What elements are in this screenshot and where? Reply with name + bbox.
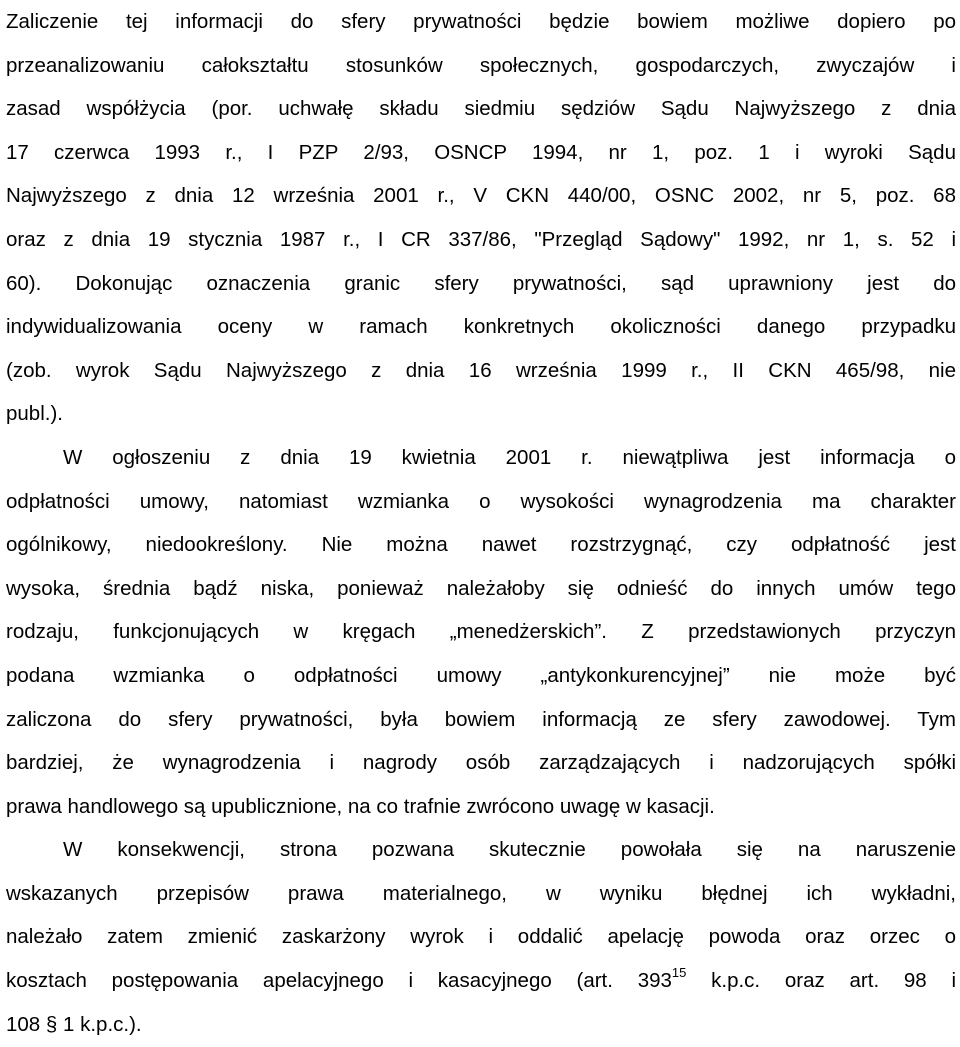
- text-line-content: 108 § 1 k.p.c.).: [6, 1012, 142, 1036]
- text-line: [6, 305, 956, 349]
- text-line-content: 60). Dokonując oznaczenia granic sfery prywatności, sąd uprawniony jest do: [6, 271, 956, 295]
- document-page: [6, 0, 956, 1046]
- text-line: [6, 872, 956, 916]
- text-line: [6, 785, 956, 829]
- text-line: [6, 44, 956, 88]
- text-line-content: (zob. wyrok Sądu Najwyższego z dnia 16 września 1999 r., II CKN 465/98, nie: [6, 358, 956, 382]
- text-line-content: Najwyższego z dnia 12 września 2001 r., V CKN 440/00, OSNC 2002, nr 5, poz. 68: [6, 184, 956, 208]
- text-line: [6, 174, 956, 218]
- text-line: [6, 480, 956, 524]
- text-line: [6, 87, 956, 131]
- paragraph-first-line: [6, 436, 956, 480]
- text-line: [6, 610, 956, 654]
- text-line: [6, 1003, 956, 1047]
- text-line-content: prawa handlowego są upublicznione, na co trafnie zwrócono uwagę w kasacji.: [6, 794, 715, 818]
- text-line: [6, 567, 956, 611]
- text-line: [6, 392, 956, 436]
- text-line-content: Zaliczenie tej informacji do sfery prywatności będzie bowiem możliwe dopiero po: [6, 10, 956, 33]
- text-line-content: k.p.c. oraz art. 98 i: [686, 969, 956, 993]
- text-line-content: wysoka, średnia bądź niska, ponieważ należałoby się odnieść do innych umów tego: [6, 576, 956, 600]
- paragraph-first-line: [6, 828, 956, 872]
- text-line: [6, 698, 956, 742]
- text-line-content: zasad współżycia (por. uchwałę składu siedmiu sędziów Sądu Najwyższego z dnia: [6, 97, 956, 121]
- text-line-content: przeanalizowaniu całokształtu stosunków społecznych, gospodarczych, zwyczajów i: [6, 53, 956, 77]
- text-line: [6, 349, 956, 393]
- text-line: [6, 741, 956, 785]
- text-line-content: oraz z dnia 19 stycznia 1987 r., I CR 337/86, "Przegląd Sądowy" 1992, nr 1, s. 52 i: [6, 227, 956, 251]
- text-line-content: wskazanych przepisów prawa materialnego, w wyniku błędnej ich wykładni,: [6, 881, 956, 905]
- text-line: [6, 654, 956, 698]
- text-line-content: indywidualizowania oceny w ramach konkretnych okoliczności danego przypadku: [6, 315, 956, 339]
- text-line-content: bardziej, że wynagrodzenia i nagrody osób zarządzających i nadzorujących spółki: [6, 751, 956, 775]
- text-line-content: odpłatności umowy, natomiast wzmianka o wysokości wynagrodzenia ma charakter: [6, 489, 956, 513]
- text-line: [6, 218, 956, 262]
- text-line: [6, 262, 956, 306]
- text-line: [6, 915, 956, 959]
- text-line-content: ogólnikowy, niedookreślony. Nie można nawet rozstrzygnąć, czy odpłatność jest: [6, 533, 956, 557]
- text-line: [6, 131, 956, 175]
- text-line-content: W konsekwencji, strona pozwana skutecznie powołała się na naruszenie: [63, 838, 956, 862]
- text-line-content: podana wzmianka o odpłatności umowy „antykonkurencyjnej” nie może być: [6, 663, 956, 687]
- text-line: [6, 0, 956, 44]
- article-superscript: 15: [671, 965, 687, 981]
- text-line-content: publ.).: [6, 402, 63, 426]
- text-line-content: 17 czerwca 1993 r., I PZP 2/93, OSNCP 1994, nr 1, poz. 1 i wyroki Sądu: [6, 140, 956, 164]
- text-line-content: zaliczona do sfery prywatności, była bowiem informacją ze sfery zawodowej. Tym: [6, 707, 956, 731]
- text-line-content: W ogłoszeniu z dnia 19 kwietnia 2001 r. niewątpliwa jest informacja o: [63, 445, 956, 469]
- text-line: [6, 959, 956, 1003]
- text-line: [6, 523, 956, 567]
- text-line-content: kosztach postępowania apelacyjnego i kasacyjnego (art. 393: [6, 969, 672, 993]
- text-line-content: należało zatem zmienić zaskarżony wyrok i oddalić apelację powoda oraz orzec o: [6, 925, 956, 949]
- text-line-content: rodzaju, funkcjonujących w kręgach „menedżerskich”. Z przedstawionych przyczyn: [6, 620, 956, 644]
